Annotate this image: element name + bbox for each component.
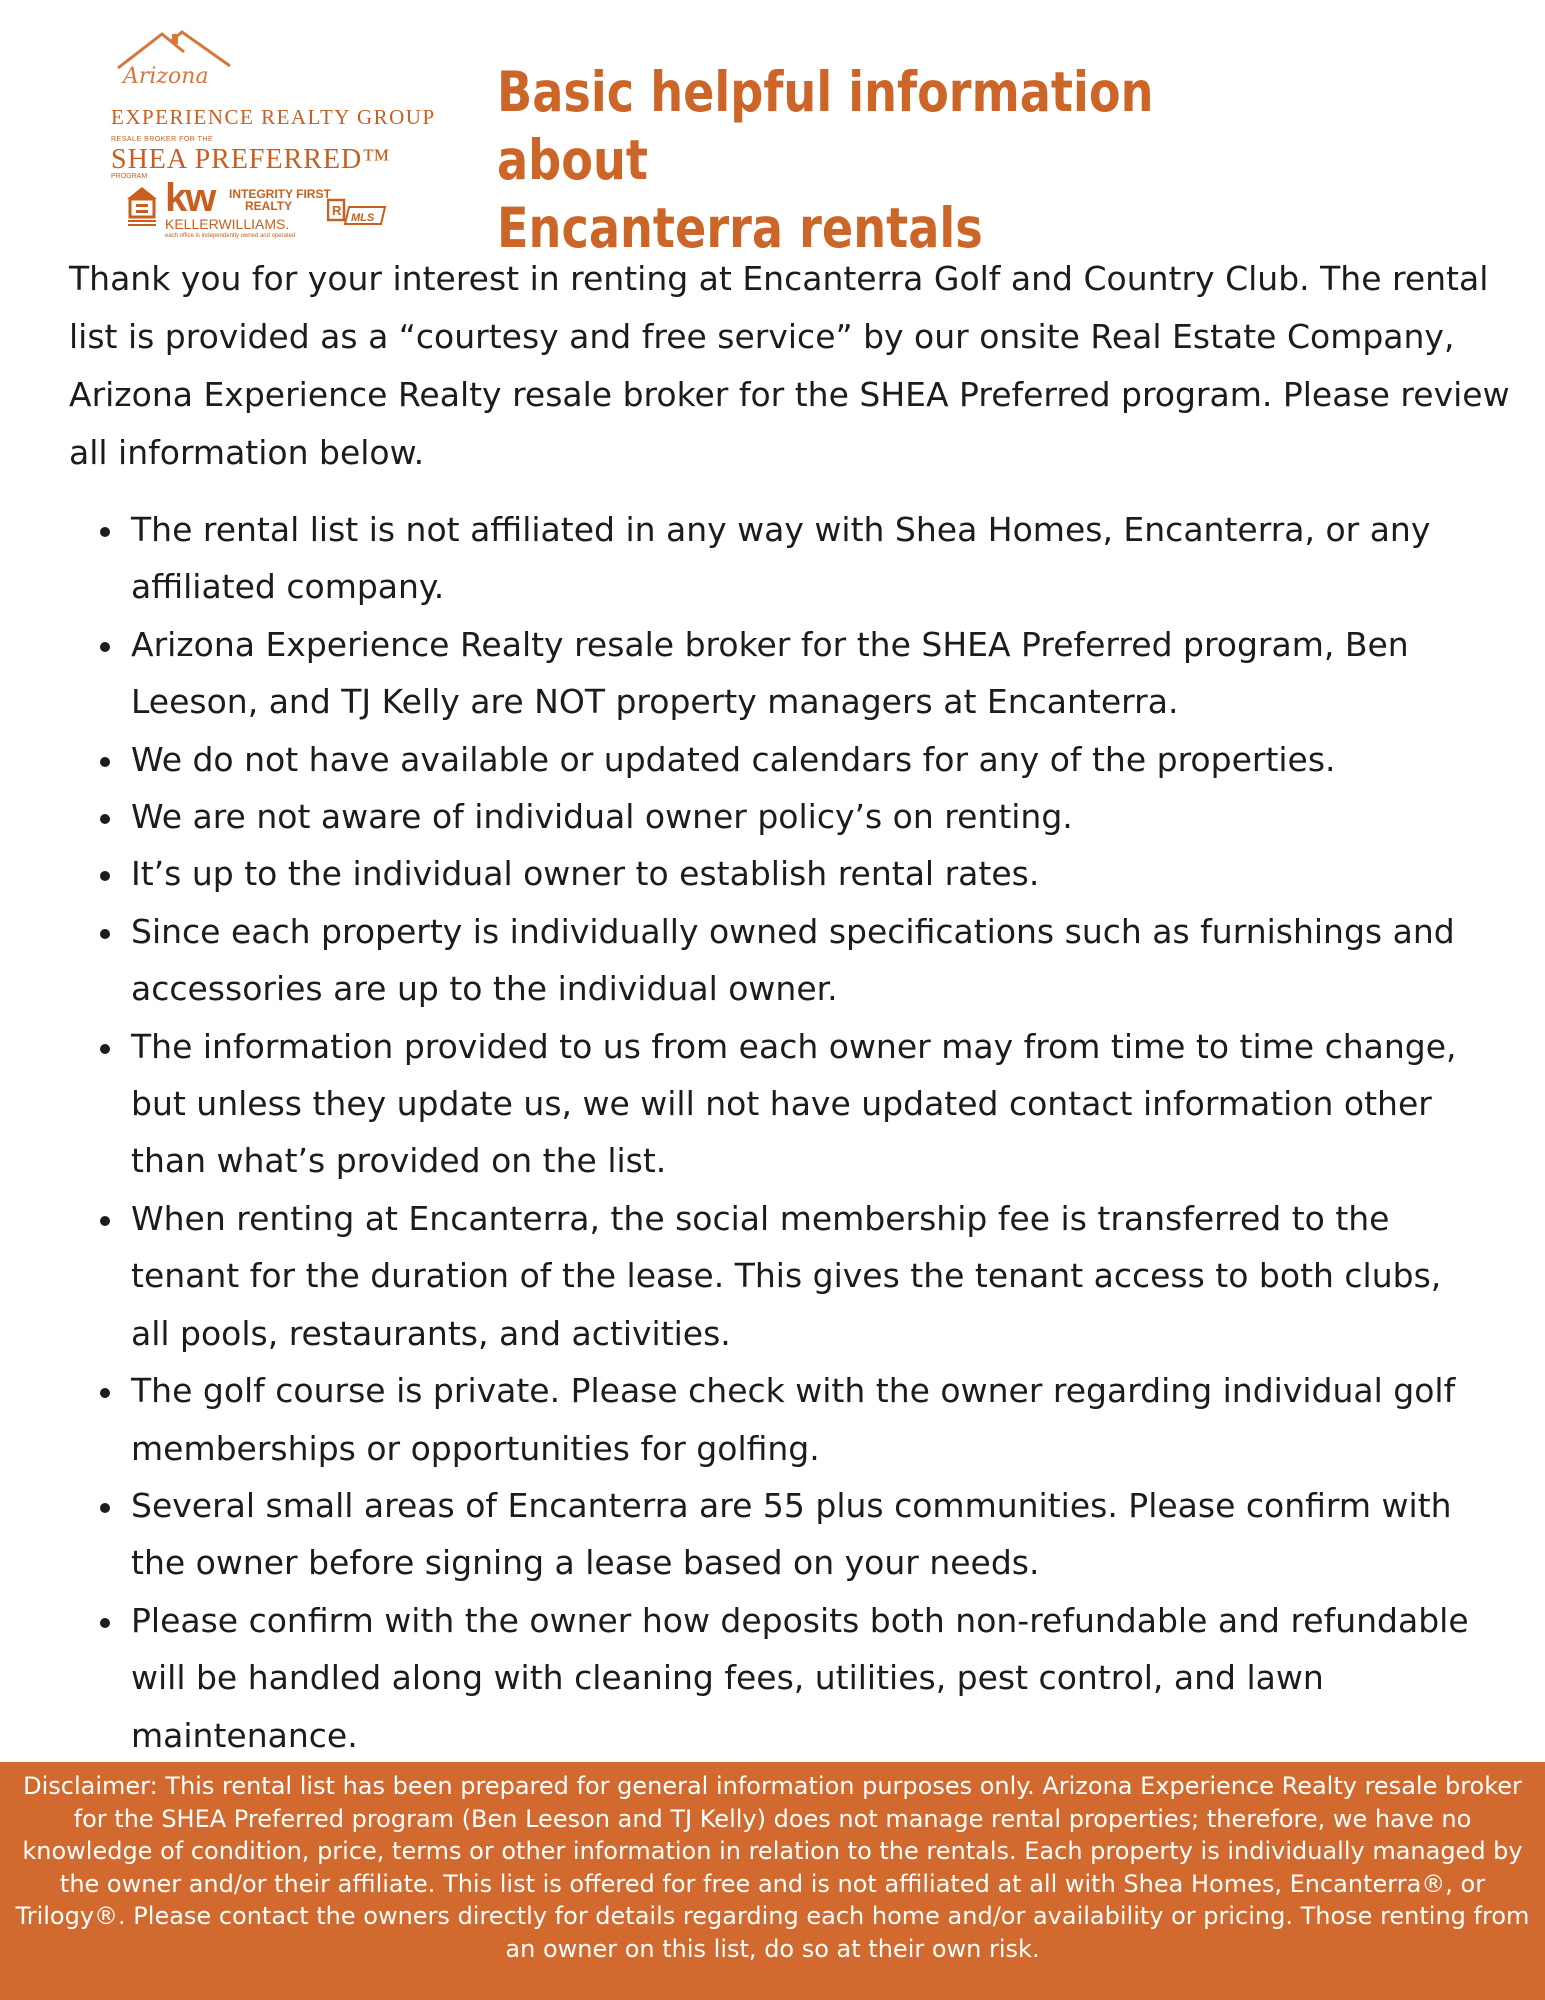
- logo-small-text: RESALE BROKER FOR THE: [111, 136, 214, 143]
- company-logo: [105, 28, 436, 243]
- bullet-icon: [100, 642, 110, 652]
- bullet-icon: [100, 929, 110, 939]
- bullet-icon: [100, 1388, 110, 1398]
- logo-integrity-text: [229, 188, 331, 212]
- bullet-icon: [100, 814, 110, 824]
- logo-program-text: PROGRAM: [111, 173, 148, 180]
- logo-integrity-line2: REALTY: [245, 199, 293, 213]
- logo-group-text: EXPERIENCE REALTY GROUP: [111, 105, 436, 129]
- list-item: [70, 1018, 1490, 1190]
- info-bullet-list: [70, 501, 1490, 1764]
- logo-kw-text: kw: [165, 176, 215, 220]
- page-title-line2: Encanterra rentals: [497, 196, 983, 260]
- page-title: [497, 58, 1253, 262]
- bullet-icon: [100, 1044, 110, 1054]
- list-item: [70, 903, 1490, 1018]
- bullet-icon: [100, 757, 110, 767]
- list-item: [70, 501, 1490, 616]
- list-item-text: It’s up to the individual owner to establish rental rates.: [131, 854, 1040, 894]
- list-item-text: The golf course is private. Please check with the owner regarding individual golf memberships or opportunities for golfing.: [131, 1371, 1456, 1468]
- equal-housing-icon: [125, 185, 159, 227]
- list-item: [70, 845, 1490, 902]
- list-item: [70, 788, 1490, 845]
- logo-shea-text: SHEA PREFERRED™: [111, 144, 391, 175]
- bullet-icon: [100, 1216, 110, 1226]
- list-item: [70, 1362, 1490, 1477]
- bullet-icon: [100, 527, 110, 537]
- disclaimer-text: Disclaimer: This rental list has been prepared for general information purposes only. Arizona Experience Realty resale broker for the SHEA Preferred program (Ben Leeson and TJ Kelly) does not manage rental properties; therefore, we have no knowledge of condition, price, terms or other information in relation to the rentals. Each property is individually managed by the owner and/or their affiliate. This list is offered for free and is not affiliated at all with Shea Homes, Encanterra®, or Trilogy®. Please contact the owners directly for details regarding each home and/or availability or pricing. Those renting from an owner on this list, do so at their own risk.: [15, 1772, 1530, 1963]
- list-item: [70, 1477, 1490, 1592]
- list-item-text: Arizona Experience Realty resale broker for the SHEA Preferred program, Ben Leeson, and TJ Kelly are NOT property managers at Encanterra.: [131, 624, 1409, 722]
- bullet-icon: [100, 1503, 110, 1513]
- bullet-icon: [100, 871, 110, 881]
- svg-text:MLS: MLS: [351, 212, 375, 224]
- list-item-text: We are not aware of individual owner policy’s on renting.: [131, 797, 1073, 837]
- list-item: [70, 1592, 1490, 1764]
- list-item-text: Several small areas of Encanterra are 55 plus communities. Please confirm with the owner before signing a lease based on your needs.: [131, 1485, 1452, 1583]
- intro-paragraph: Thank you for your interest in renting at Encanterra Golf and Country Club. The rental list is provided as a “courtesy and free service” by our onsite Real Estate Company, Arizona Experience Realty resale broker for the SHEA Preferred program. Please review all information below.: [69, 259, 1510, 472]
- logo-keller-text: KELLERWILLIAMS.: [165, 216, 290, 232]
- mls-realtor-icon: [327, 198, 387, 226]
- page-title-line1: Basic helpful information about: [497, 60, 1154, 192]
- list-item-text: We do not have available or updated calendars for any of the properties.: [131, 739, 1336, 779]
- list-item-text: The rental list is not affiliated in any way with Shea Homes, Encanterra, or any affiliated company.: [131, 510, 1431, 607]
- logo-integrity-line1: INTEGRITY FIRST: [229, 187, 331, 201]
- list-item: [70, 616, 1490, 731]
- list-item-text: The information provided to us from each owner may from time to time change, but unless they update us, we will not have updated contact information other than what’s provided on the list.: [131, 1026, 1457, 1181]
- disclaimer-banner: [0, 1762, 1545, 2000]
- list-item: [70, 731, 1490, 788]
- logo-script-text: Arizona: [123, 64, 209, 89]
- list-item: [70, 1190, 1490, 1362]
- list-item-text: Since each property is individually owned specifications such as furnishings and accessories are up to the individual owner.: [131, 911, 1455, 1009]
- svg-text:R: R: [332, 203, 342, 218]
- bullet-icon: [100, 1618, 110, 1628]
- list-item-text: Please confirm with the owner how deposits both non-refundable and refundable will be handled along with cleaning fees, utilities, pest control, and lawn maintenance.: [131, 1600, 1469, 1755]
- logo-tiny-text: each office is independently owned and operated: [165, 233, 296, 239]
- list-item-text: When renting at Encanterra, the social membership fee is transferred to the tenant for the duration of the lease. This gives the tenant access to both clubs, all pools, restaurants, and activities.: [131, 1198, 1442, 1353]
